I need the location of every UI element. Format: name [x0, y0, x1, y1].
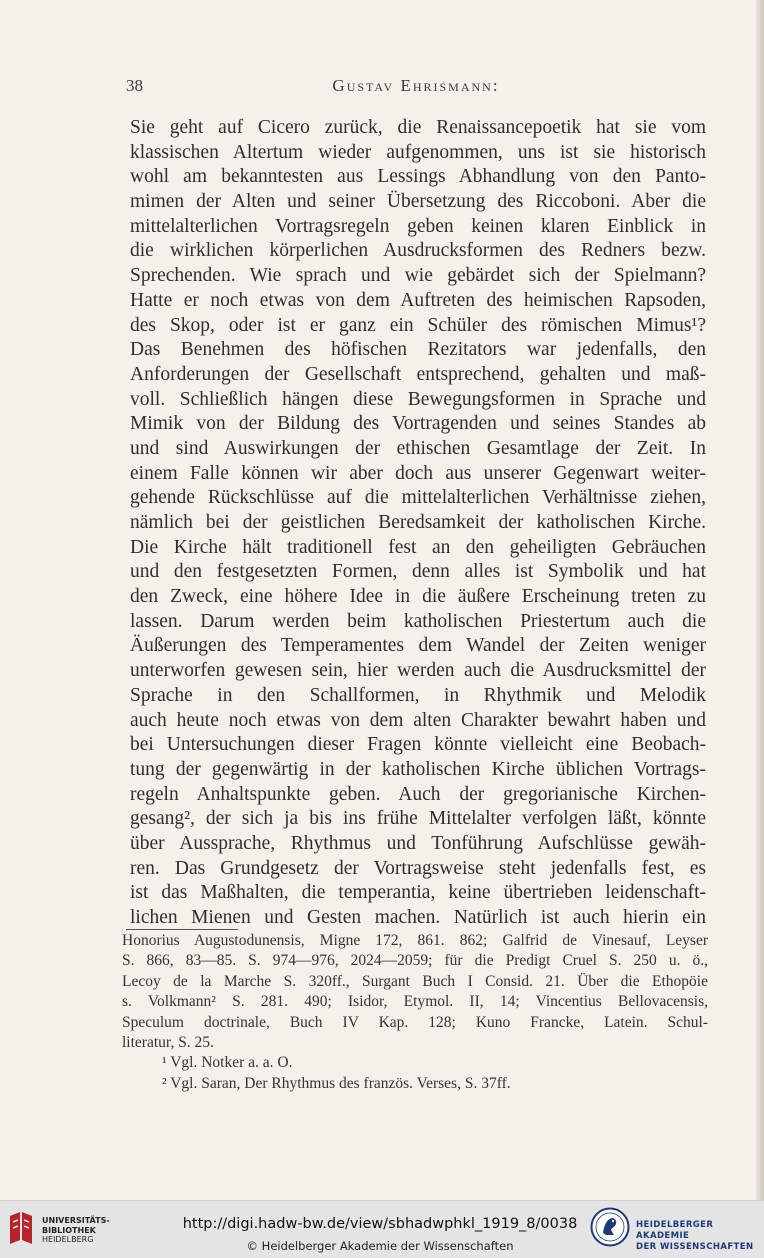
footnote-continuation-line: Honorius Augustodunensis, Migne 172, 861. 862; Galfrid de Vinesauf, Leyser	[122, 932, 708, 949]
footnote-continuation-line: Speculum doctrinale, Buch IV Kap. 128; Kuno Francke, Latein. Schul-	[122, 1013, 708, 1031]
text-line: Anforderungen der Gesellschaft entsprechend, gehalten und maß-	[130, 363, 706, 385]
text-line: unterworfen gewesen sein, hier werden auch die Ausdrucksmittel der	[130, 660, 706, 682]
university-library-name	[42, 1216, 110, 1245]
text-line: voll. Schließlich hängen diese Bewegungsformen in Sprache und	[130, 388, 706, 410]
page-edge	[756, 0, 764, 1200]
university-library-emblem-icon	[6, 1210, 36, 1250]
text-line: regeln Anhaltspunkte geben. Auch der gregorianische Kirchen-	[130, 783, 706, 805]
viewer-footer	[0, 1200, 764, 1258]
text-line: Äußerungen des Temperamentes dem Wandel der Zeiten weniger	[130, 635, 706, 657]
text-line: tung der gegenwärtig in der katholischen Kirche üblichen Vortrags-	[130, 758, 706, 780]
footnote-continuation-line: literatur, S. 25.	[122, 1033, 214, 1051]
permalink-url[interactable]: http://digi.hadw-bw.de/view/sbhadwphkl_1919_8/0038	[182, 1216, 578, 1232]
text-line: mimen der Alten und seiner Übersetzung des Riccoboni. Aber die	[130, 191, 706, 213]
text-line: des Skop, oder ist er ganz ein Schüler des römischen Mimus¹?	[130, 314, 706, 336]
academy-logo[interactable]	[590, 1207, 760, 1253]
footnote-line: ¹ Vgl. Notker a. a. O.	[162, 1054, 293, 1072]
text-line: den Zweck, eine höhere Idee in die äußere Erscheinung treten zu	[130, 586, 706, 608]
text-line: Das Benehmen des höfischen Rezitators war jedenfalls, den	[130, 339, 706, 361]
footnotes	[122, 931, 708, 1094]
text-line: auch heute noch etwas von dem alten Charakter bewahrt haben und	[130, 709, 706, 731]
library-name-line-1: UNIVERSITÄTS-	[42, 1216, 110, 1225]
text-line: Sprechenden. Wie sprach und wie gebärdet sich der Spielmann?	[130, 265, 706, 287]
footnote-rule	[126, 929, 238, 930]
footnote-continuation-line: Lecoy de la Marche S. 320ff., Surgant Buch I Consid. 21. Über die Ethopöie	[122, 972, 708, 990]
text-line: lichen Mienen und Gesten machen. Natürlich ist auch hierin ein	[130, 907, 706, 928]
text-line: bei Untersuchungen dieser Fragen könnte vielleicht eine Beobach-	[130, 734, 706, 756]
text-line: lassen. Darum werden beim katholischen Priestertum auch die	[130, 610, 706, 632]
text-line: Sprache in den Schallformen, in Rhythmik und Melodik	[130, 684, 706, 706]
footnote-continuation-line: s. Volkmann² S. 281. 490; Isidor, Etymol. II, 14; Vincentius Bellovacensis,	[122, 993, 708, 1011]
library-name-line-3: HEIDELBERG	[42, 1235, 94, 1244]
footnote-continuation-line: S. 866, 83—85. S. 974—976, 2024—2059; für die Predigt Cruel S. 250 u. ö.,	[122, 952, 708, 970]
text-line: ist das Maßhalten, die temperantia, keine übertrieben leidenschaft-	[130, 882, 706, 904]
text-line: klassischen Altertum wieder aufgenommen, uns ist sie historisch	[130, 141, 706, 163]
text-line: gehende Rückschlüsse auf die mittelalterlichen Verhältnisse ziehen,	[130, 487, 706, 509]
text-line: gesang², der sich ja bis ins frühe Mittelalter verfolgen läßt, könnte	[130, 808, 706, 830]
text-line: nämlich bei der geistlichen Beredsamkeit der katholischen Kirche.	[130, 512, 706, 533]
text-line: Die Kirche hält traditionell fest an den geheiligten Gebräuchen	[130, 536, 706, 558]
text-line: und sind Auswirkungen der ethischen Gesamtlage der Zeit. In	[130, 437, 706, 459]
text-line: die wirklichen körperlichen Ausdrucksformen des Redners bezw.	[130, 240, 706, 262]
text-line: Mimik von der Bildung des Vortragenden und seines Standes ab	[130, 413, 706, 435]
text-line: Sie geht auf Cicero zurück, die Renaissancepoetik hat sie vom	[130, 117, 706, 138]
text-line: Hatte er noch etwas von dem Auftreten des heimischen Rapsoden,	[130, 289, 706, 311]
copyright-notice: © Heidelberger Akademie der Wissenschaften	[246, 1239, 514, 1253]
text-line: und den festgesetzten Formen, denn alles ist Symbolik und hat	[130, 561, 706, 583]
running-title: Gustav Ehrismann:	[332, 76, 500, 95]
academy-name-line-1: HEIDELBERGER AKADEMIE	[636, 1220, 714, 1241]
university-library-logo[interactable]	[6, 1210, 126, 1250]
academy-seal-icon	[590, 1207, 630, 1247]
text-line: wohl am bekanntesten aus Lessings Abhandlung von den Panto-	[130, 166, 706, 188]
body-text	[130, 116, 706, 931]
page-number: 38	[126, 76, 143, 95]
running-head	[126, 76, 706, 100]
academy-name-line-2: DER WISSENSCHAFTEN	[636, 1242, 754, 1252]
text-line: einem Falle können wir aber doch aus unserer Gegenwart weiter-	[130, 462, 706, 484]
footnote-line: ² Vgl. Saran, Der Rhythmus des französ. Verses, S. 37ff.	[162, 1074, 511, 1092]
text-line: mittelalterlichen Vortragsregeln geben keinen klaren Einblick in	[130, 215, 706, 237]
library-name-line-2: BIBLIOTHEK	[42, 1225, 96, 1235]
text-line: ren. Das Grundgesetz der Vortragsweise steht jedenfalls fest, es	[130, 857, 706, 879]
academy-name	[636, 1220, 760, 1253]
text-line: über Aussprache, Rhythmus und Tonführung Aufschlüsse gewäh-	[130, 832, 706, 854]
